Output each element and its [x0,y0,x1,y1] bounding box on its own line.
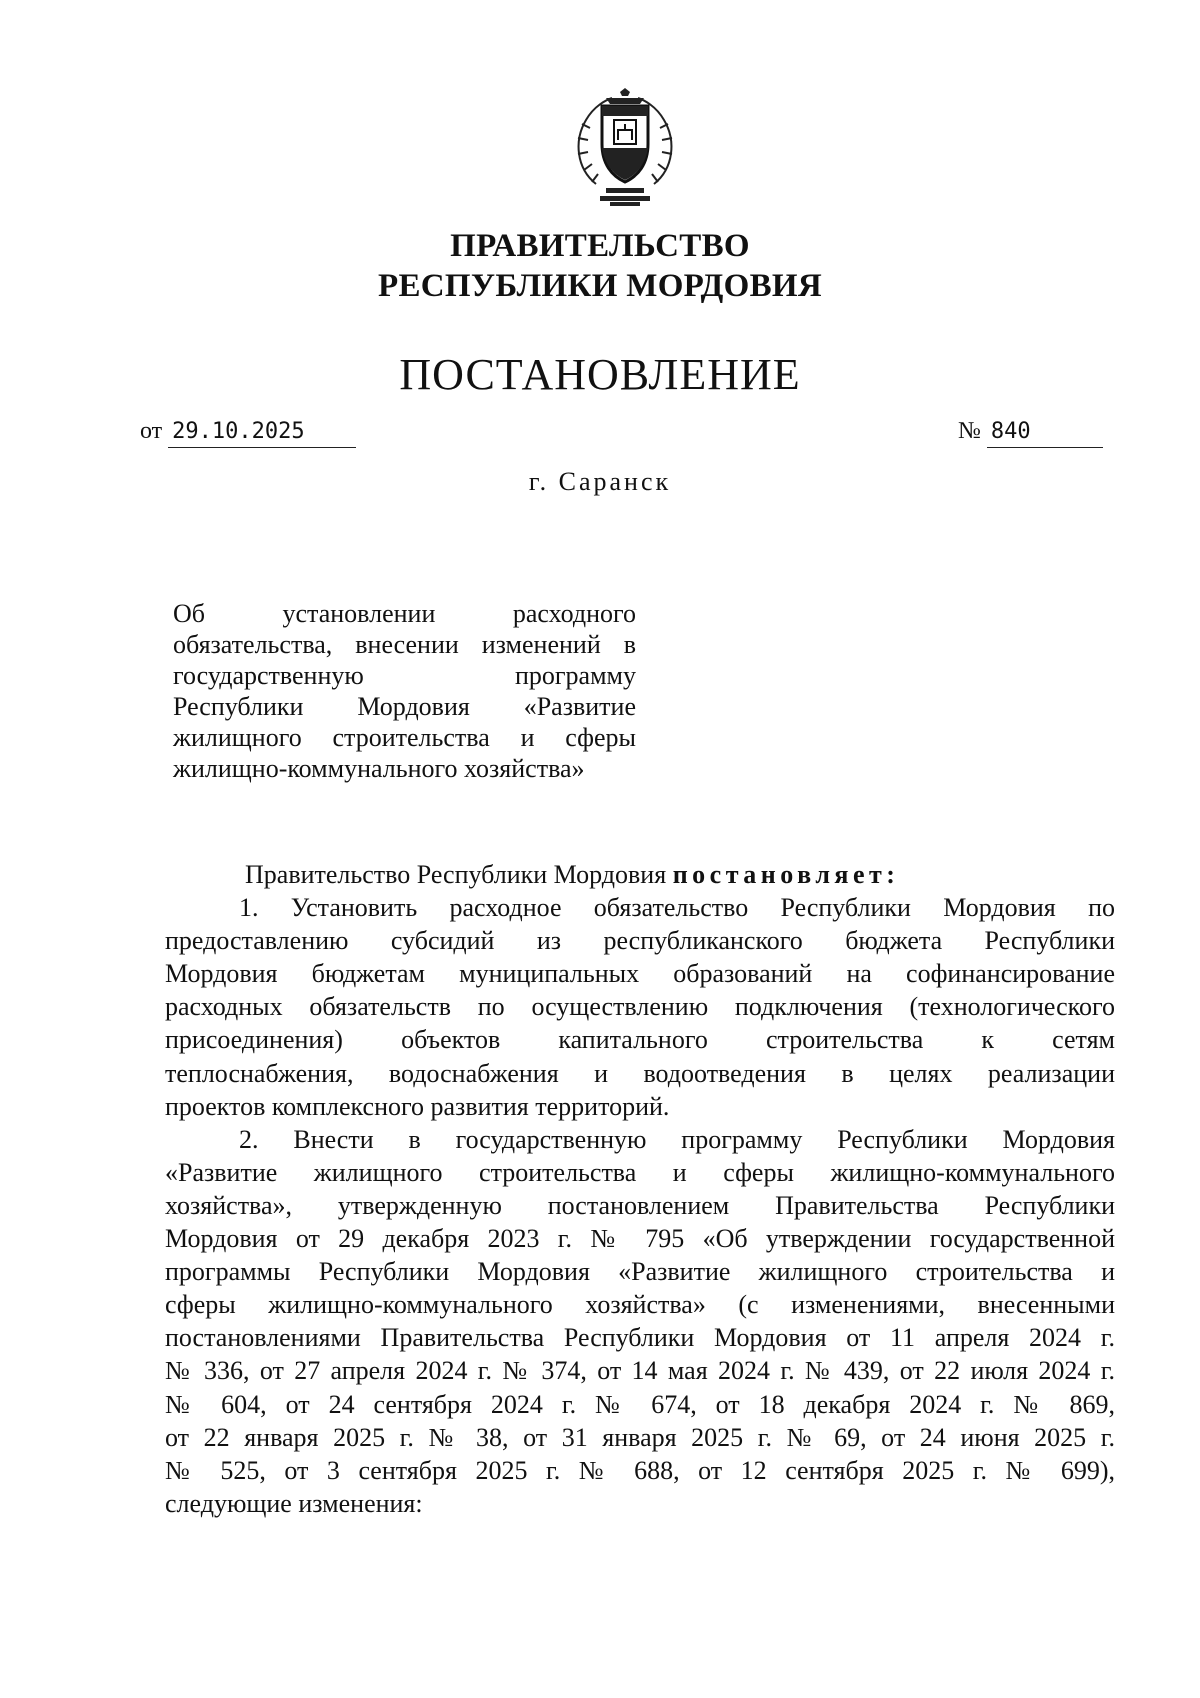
intro-line [165,858,1115,891]
city: г. Саранск [528,467,672,496]
number-prefix: № [958,418,981,444]
date-field [140,416,356,448]
paragraph-line: расходных обязательств по осуществлению подключения (технологического [165,992,1115,1022]
subject-line: обязательства, внесении изменений в [173,630,636,659]
paragraph-line: № 604, от 24 сентября 2024 г. № 674, от 18 декабря 2024 г. № 869, [165,1389,1115,1419]
paragraph-line: 2. Внести в государственную программу Республики Мордовия [239,1124,1115,1154]
subject-block [173,598,636,784]
paragraph-line: проектов комплексного развития территорий. [165,1091,670,1121]
paragraph-line: хозяйства», утвержденную постановлением Правительства Республики [165,1190,1115,1220]
number-field [958,416,1103,448]
paragraph-line: следующие изменения: [165,1488,423,1518]
paragraph-line: от 22 января 2025 г. № 38, от 31 января 2025 г. № 69, от 24 июня 2025 г. [165,1422,1115,1452]
document-type: ПОСТАНОВЛЕНИЕ [399,350,801,399]
paragraph-line: сферы жилищно-коммунального хозяйства» (с изменениями, внесенными [165,1290,1115,1320]
paragraph-line: программы Республики Мордовия «Развитие жилищного строительства и [165,1257,1115,1287]
paragraph-line: теплоснабжения, водоснабжения и водоотведения в целях реализации [165,1058,1115,1088]
subject-line: государственную программу [173,661,636,690]
paragraph-line: предоставлению субсидий из республиканского бюджета Республики [165,926,1115,956]
subject-line: Республики Мордовия «Развитие [173,692,636,721]
intro-plain: Правительство Республики Мордовия [245,860,667,889]
paragraph-line: присоединения) объектов капитального строительства к сетям [165,1025,1115,1055]
body-text [165,858,1115,1520]
date-prefix: от [140,418,163,444]
subject-line: жилищно-коммунального хозяйства» [173,754,585,783]
paragraph-line: № 336, от 27 апреля 2024 г. № 374, от 14 мая 2024 г. № 439, от 22 июля 2024 г. [165,1356,1115,1386]
mordovia-coat-of-arms-icon [566,88,684,208]
subject-line: Об установлении расходного [173,599,636,628]
paragraph-line: «Развитие жилищного строительства и сферы жилищно-коммунального [165,1157,1115,1187]
number-value: 840 [987,417,1103,448]
government-title-line1: ПРАВИТЕЛЬСТВО [450,228,750,264]
paragraph-line: постановлениями Правительства Республики Мордовия от 11 апреля 2024 г. [165,1323,1115,1353]
government-title-line2: РЕСПУБЛИКИ МОРДОВИЯ [377,268,822,304]
paragraph-line: 1. Установить расходное обязательство Республики Мордовия по [239,893,1115,923]
paragraph-line: Мордовия бюджетам муниципальных образований на софинансирование [165,959,1115,989]
date-value: 29.10.2025 [168,417,356,448]
paragraph-line: № 525, от 3 сентября 2025 г. № 688, от 12 сентября 2025 г. № 699), [165,1455,1115,1485]
paragraph-line: Мордовия от 29 декабря 2023 г. № 795 «Об утверждении государственной [165,1224,1115,1254]
subject-line: жилищного строительства и сферы [173,723,636,752]
intro-spaced: постановляет: [672,860,900,889]
